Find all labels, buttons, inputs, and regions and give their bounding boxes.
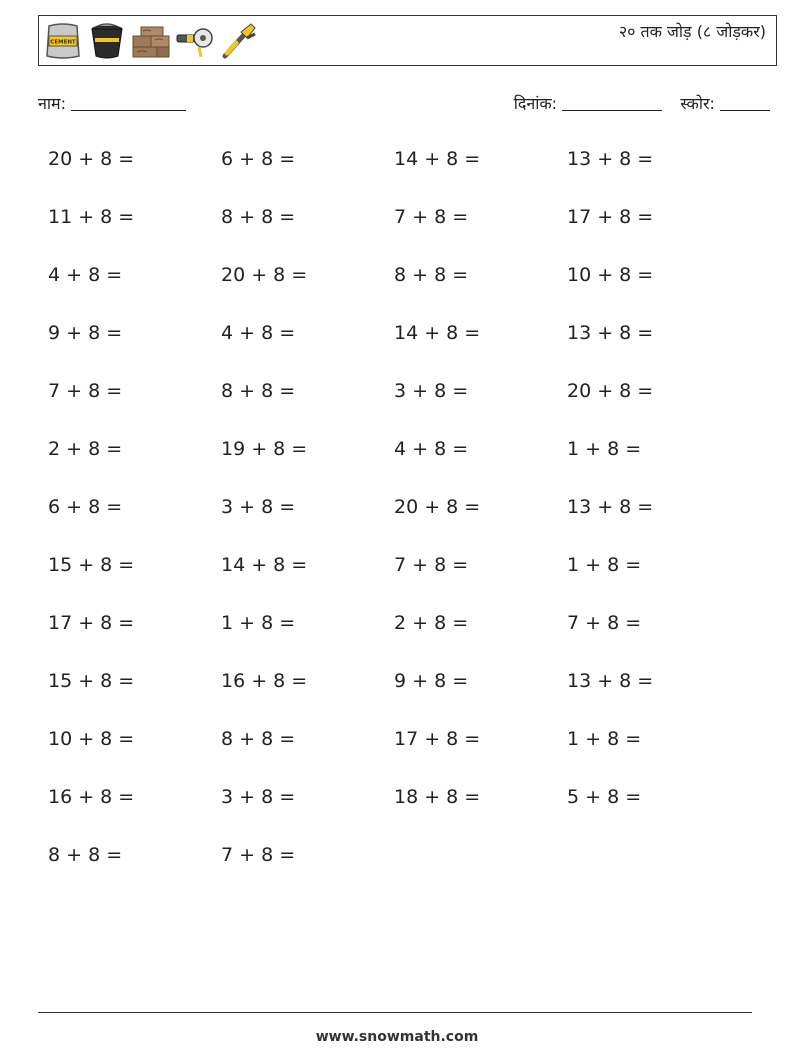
problem-item: 14 + 8 = [394, 148, 481, 170]
problem-item: 6 + 8 = [48, 496, 123, 518]
problem-item: 13 + 8 = [567, 148, 654, 170]
score-label: स्कोर: [680, 94, 715, 113]
problem-item: 1 + 8 = [567, 728, 642, 750]
angle-grinder-icon [175, 22, 215, 60]
problem-item: 4 + 8 = [221, 322, 296, 344]
problem-item: 1 + 8 = [567, 438, 642, 460]
date-score-fields [514, 92, 770, 114]
name-field [38, 92, 186, 114]
problem-item: 14 + 8 = [221, 554, 308, 576]
problem-item: 20 + 8 = [394, 496, 481, 518]
score-blank [720, 110, 770, 111]
problem-item: 2 + 8 = [394, 612, 469, 634]
problem-item: 20 + 8 = [221, 264, 308, 286]
problem-item: 16 + 8 = [221, 670, 308, 692]
problem-item: 3 + 8 = [221, 786, 296, 808]
problem-item: 13 + 8 = [567, 670, 654, 692]
problem-item: 8 + 8 = [394, 264, 469, 286]
problem-item: 6 + 8 = [221, 148, 296, 170]
cement-bag-icon [43, 22, 83, 60]
problem-item: 7 + 8 = [221, 844, 296, 866]
problem-item: 8 + 8 = [48, 844, 123, 866]
cement-label: CEMENT [50, 39, 76, 46]
problem-item: 17 + 8 = [48, 612, 135, 634]
problem-item: 18 + 8 = [394, 786, 481, 808]
problem-item: 8 + 8 = [221, 380, 296, 402]
problem-item: 7 + 8 = [48, 380, 123, 402]
problem-item: 10 + 8 = [567, 264, 654, 286]
problem-item: 14 + 8 = [394, 322, 481, 344]
problem-item: 15 + 8 = [48, 554, 135, 576]
problem-item: 15 + 8 = [48, 670, 135, 692]
problem-item: 7 + 8 = [394, 554, 469, 576]
problem-item: 17 + 8 = [567, 206, 654, 228]
date-label: दिनांक: [513, 94, 558, 113]
header-icons [43, 22, 259, 60]
problem-item: 1 + 8 = [221, 612, 296, 634]
problem-item: 10 + 8 = [48, 728, 135, 750]
problem-item: 13 + 8 = [567, 322, 654, 344]
problem-item: 3 + 8 = [221, 496, 296, 518]
problem-item: 13 + 8 = [567, 496, 654, 518]
problem-item: 19 + 8 = [221, 438, 308, 460]
problem-item: 4 + 8 = [394, 438, 469, 460]
problem-item: 4 + 8 = [48, 264, 123, 286]
footer-divider [38, 1012, 752, 1013]
footer-url: www.snowmath.com [315, 1029, 479, 1045]
problem-item: 3 + 8 = [394, 380, 469, 402]
wood-planks-icon [131, 22, 171, 60]
problem-item: 9 + 8 = [394, 670, 469, 692]
problem-item: 9 + 8 = [48, 322, 123, 344]
bucket-icon [87, 22, 127, 60]
problem-item: 5 + 8 = [567, 786, 642, 808]
name-label: नाम: [38, 94, 66, 113]
problem-item: 20 + 8 = [567, 380, 654, 402]
date-blank [562, 110, 662, 111]
problem-item: 16 + 8 = [48, 786, 135, 808]
problem-item: 8 + 8 = [221, 728, 296, 750]
problem-item: 7 + 8 = [567, 612, 642, 634]
problem-item: 17 + 8 = [394, 728, 481, 750]
problem-item: 11 + 8 = [48, 206, 135, 228]
worksheet-title: २० तक जोड़ (८ जोड़कर) [618, 22, 766, 41]
problem-item: 7 + 8 = [394, 206, 469, 228]
problem-item: 20 + 8 = [48, 148, 135, 170]
worksheet-header [38, 15, 777, 66]
name-blank [71, 110, 186, 111]
problem-item: 1 + 8 = [567, 554, 642, 576]
problem-item: 8 + 8 = [221, 206, 296, 228]
pipe-wrench-icon [219, 22, 259, 60]
problem-item: 2 + 8 = [48, 438, 123, 460]
